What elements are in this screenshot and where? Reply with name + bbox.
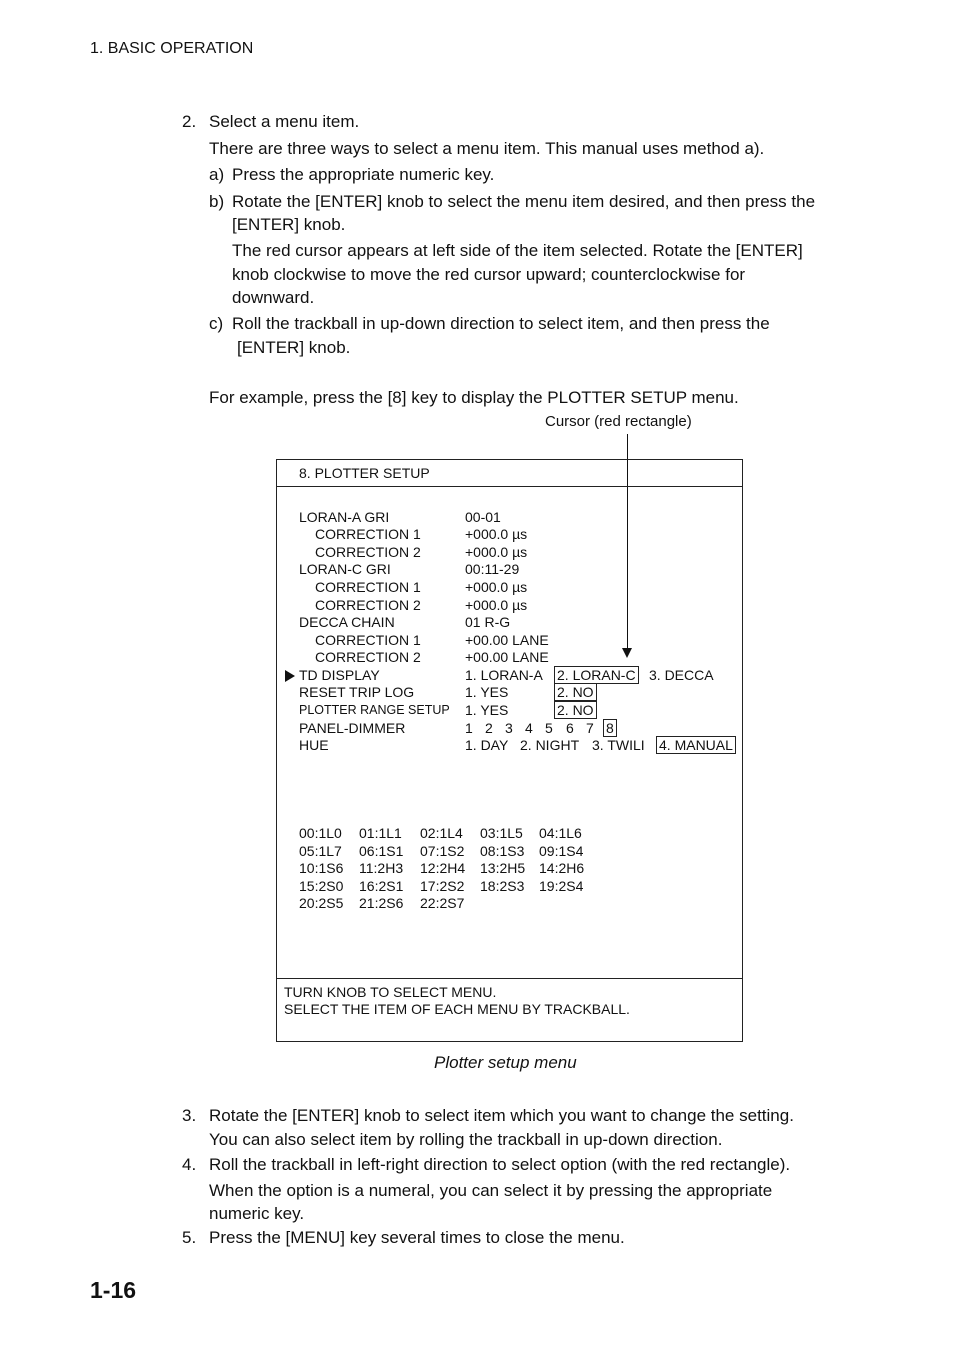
method-a [209, 163, 494, 186]
method-b-line-5: downward. [232, 288, 315, 307]
section-header: 1. BASIC OPERATION [90, 40, 254, 57]
gri-cell: 12:2H4 [420, 860, 466, 876]
method-a-letter: a) [209, 165, 225, 184]
page-number: 1-16 [90, 1277, 137, 1303]
menu-footer-line-2: SELECT THE ITEM OF EACH MENU BY TRACKBALL. [284, 1001, 630, 1017]
menu-item-decca-correction-2[interactable]: CORRECTION 2 [315, 649, 421, 665]
hue-option-manual-label: 4. MANUAL [659, 737, 733, 753]
gri-cell: 18:2S3 [480, 878, 525, 894]
td-display-option-decca[interactable]: 3. DECCA [649, 667, 714, 683]
step-2-title-text: Select a menu item. [209, 112, 360, 131]
gri-cell: 10:1S6 [299, 860, 344, 876]
menu-item-plotter-range-setup[interactable]: PLOTTER RANGE SETUP [299, 703, 450, 717]
gri-cell: 02:1L4 [420, 825, 463, 841]
reset-trip-log-option-no[interactable] [555, 684, 596, 701]
method-c [209, 312, 770, 335]
step-5-text: Press the [MENU] key several times to close the menu. [209, 1228, 625, 1247]
step-3-number: 3. [182, 1106, 197, 1125]
step-4-line-2: When the option is a numeral, you can select it by pressing the appropriate [209, 1181, 773, 1200]
menu-item-loran-a-gri[interactable]: LORAN-A GRI [299, 509, 390, 525]
gri-cell: 01:1L1 [359, 825, 402, 841]
step-3-line-1: Rotate the [ENTER] knob to select item which you want to change the setting. [209, 1106, 794, 1125]
menu-value-loran-c-correction-1: +000.0 µs [465, 579, 528, 595]
menu-footer-divider [277, 978, 742, 979]
reset-trip-log-option-yes[interactable]: 1. YES [465, 684, 509, 700]
hue-option-manual[interactable] [657, 737, 735, 754]
gri-cell: 13:2H5 [480, 860, 526, 876]
step-4-line-1: Roll the trackball in left-right direction to select option (with the red rectangle). [209, 1155, 791, 1174]
panel-dimmer-level-2[interactable]: 2 [485, 720, 493, 736]
step-4 [182, 1153, 790, 1176]
selection-cursor-icon [285, 670, 295, 682]
plotter-range-setup-option-yes[interactable]: 1. YES [465, 702, 509, 718]
gri-cell: 07:1S2 [420, 843, 465, 859]
step-2-intro: There are three ways to select a menu item. This manual uses method a). [209, 139, 765, 158]
method-b [209, 190, 815, 213]
gri-cell: 11:2H3 [359, 860, 404, 876]
menu-value-loran-c-correction-2: +000.0 µs [465, 597, 528, 613]
panel-dimmer-level-3[interactable]: 3 [505, 720, 513, 736]
panel-dimmer-level-5[interactable]: 5 [545, 720, 553, 736]
method-b-letter: b) [209, 192, 225, 211]
panel-dimmer-level-6[interactable]: 6 [566, 720, 574, 736]
plotter-setup-menu [276, 459, 743, 1042]
cursor-callout-label: Cursor (red rectangle) [545, 413, 692, 430]
td-display-option-loran-c-label: 2. LORAN-C [557, 667, 636, 683]
panel-dimmer-level-1[interactable]: 1 [465, 720, 473, 736]
step-3-line-2: You can also select item by rolling the trackball in up-down direction. [209, 1130, 723, 1149]
step-2-title [182, 110, 359, 133]
menu-item-td-display[interactable]: TD DISPLAY [299, 667, 380, 683]
menu-item-hue[interactable]: HUE [299, 737, 329, 753]
reset-trip-log-option-no-label: 2. NO [557, 684, 594, 700]
gri-cell: 14:2H6 [539, 860, 585, 876]
panel-dimmer-level-8[interactable] [604, 720, 616, 737]
step-5 [182, 1226, 625, 1249]
menu-value-loran-a-correction-1: +000.0 µs [465, 526, 528, 542]
gri-cell: 00:1L0 [299, 825, 342, 841]
gri-cell: 15:2S0 [299, 878, 344, 894]
menu-item-reset-trip-log[interactable]: RESET TRIP LOG [299, 684, 415, 700]
gri-cell: 19:2S4 [539, 878, 584, 894]
step-4-number: 4. [182, 1155, 197, 1174]
method-b-line-2: [ENTER] knob. [232, 215, 346, 234]
method-b-line-4: knob clockwise to move the red cursor upward; counterclockwise for [232, 265, 746, 284]
menu-item-loran-c-correction-1[interactable]: CORRECTION 1 [315, 579, 421, 595]
hue-option-night[interactable]: 2. NIGHT [520, 737, 580, 753]
td-display-option-loran-c[interactable] [555, 667, 638, 684]
step-4-line-3: numeric key. [209, 1204, 305, 1223]
gri-cell: 05:1L7 [299, 843, 342, 859]
step-5-number: 5. [182, 1228, 197, 1247]
menu-title: 8. PLOTTER SETUP [299, 465, 430, 481]
menu-value-decca-correction-1: +00.00 LANE [465, 632, 549, 648]
method-b-line-3: The red cursor appears at left side of the item selected. Rotate the [ENTER] [232, 241, 803, 260]
menu-item-loran-a-correction-1[interactable]: CORRECTION 1 [315, 526, 421, 542]
menu-title-divider [277, 486, 742, 487]
hue-option-day[interactable]: 1. DAY [465, 737, 509, 753]
plotter-range-setup-option-no[interactable] [555, 702, 596, 719]
td-display-option-loran-a[interactable]: 1. LORAN-A [465, 667, 543, 683]
menu-item-loran-c-gri[interactable]: LORAN-C GRI [299, 561, 391, 577]
step-2-number: 2. [182, 112, 197, 131]
method-c-line-2: [ENTER] knob. [237, 338, 351, 357]
menu-value-loran-c-gri: 00:11-29 [465, 561, 520, 577]
gri-cell: 03:1L5 [480, 825, 523, 841]
menu-footer-line-1: TURN KNOB TO SELECT MENU. [284, 984, 497, 1000]
gri-cell: 04:1L6 [539, 825, 582, 841]
plotter-range-setup-option-no-label: 2. NO [557, 702, 594, 718]
gri-cell: 17:2S2 [420, 878, 465, 894]
gri-cell: 20:2S5 [299, 895, 344, 911]
figure-caption: Plotter setup menu [434, 1053, 577, 1072]
menu-item-loran-a-correction-2[interactable]: CORRECTION 2 [315, 544, 421, 560]
menu-value-loran-a-gri: 00-01 [465, 509, 501, 525]
gri-cell: 08:1S3 [480, 843, 525, 859]
panel-dimmer-level-4[interactable]: 4 [525, 720, 533, 736]
gri-cell: 09:1S4 [539, 843, 584, 859]
gri-cell: 06:1S1 [359, 843, 404, 859]
panel-dimmer-level-8-label: 8 [606, 720, 614, 736]
gri-cell: 21:2S6 [359, 895, 404, 911]
gri-cell: 16:2S1 [359, 878, 404, 894]
menu-value-decca-correction-2: +00.00 LANE [465, 649, 549, 665]
gri-cell: 22:2S7 [420, 895, 465, 911]
example-text: For example, press the [8] key to display the PLOTTER SETUP menu. [209, 388, 739, 407]
menu-item-panel-dimmer[interactable]: PANEL-DIMMER [299, 720, 406, 736]
method-b-line-1: Rotate the [ENTER] knob to select the menu item desired, and then press the [232, 192, 816, 211]
menu-item-loran-c-correction-2[interactable]: CORRECTION 2 [315, 597, 421, 613]
menu-item-decca-chain[interactable]: DECCA CHAIN [299, 614, 395, 630]
panel-dimmer-level-7[interactable]: 7 [586, 720, 594, 736]
method-a-text: Press the appropriate numeric key. [232, 165, 495, 184]
menu-item-decca-correction-1[interactable]: CORRECTION 1 [315, 632, 421, 648]
hue-option-twili[interactable]: 3. TWILI [592, 737, 645, 753]
step-3 [182, 1104, 794, 1127]
method-c-line-1: Roll the trackball in up-down direction to select item, and then press the [232, 314, 770, 333]
method-c-letter: c) [209, 314, 224, 333]
menu-value-decca-chain: 01 R-G [465, 614, 511, 630]
menu-value-loran-a-correction-2: +000.0 µs [465, 544, 528, 560]
